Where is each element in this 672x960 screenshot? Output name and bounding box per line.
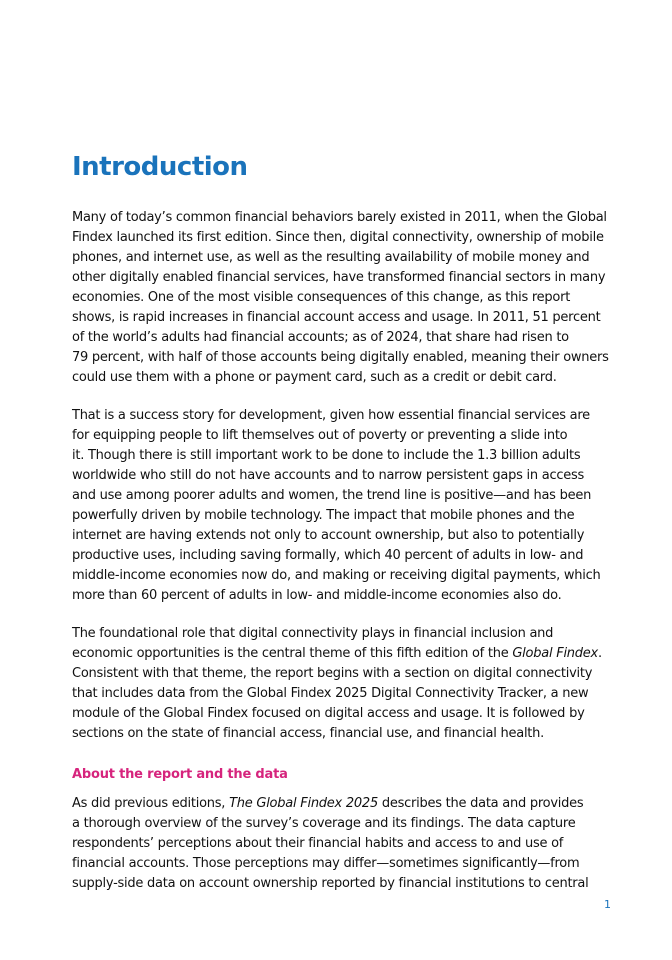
paragraph-line: The foundational role that digital connectivity plays in financial inclusion and [72,626,554,641]
publication-title: Global Findex [512,646,598,661]
line-text: As did previous editions, [72,796,230,811]
paragraph-line: that includes data from the Global Findex 2025 Digital Connectivity Tracker, a new [72,686,589,701]
intro-paragraph-1 [72,208,609,388]
line-text: . [597,646,602,661]
line-text: economic opportunities is the central theme of this fifth edition of the [72,646,513,661]
page-number: 1 [604,898,611,911]
paragraph-line: more than 60 percent of adults in low- and middle-income economies also do. [72,588,562,603]
paragraph-line: other digitally enabled financial services, have transformed financial sectors in many [72,270,606,285]
paragraph-line: sections on the state of financial access, financial use, and financial health. [72,726,545,741]
page-title: Introduction [72,152,248,182]
paragraph-line: Consistent with that theme, the report begins with a section on digital connectivity [72,666,593,681]
paragraph-line: supply-side data on account ownership reported by financial institutions to central [72,876,589,891]
paragraph-line: economies. One of the most visible consequences of this change, as this report [72,290,571,305]
paragraph-line: phones, and internet use, as well as the resulting availability of mobile money and [72,250,590,265]
paragraph-line [72,644,600,664]
paragraph-line: module of the Global Findex focused on digital access and usage. It is followed by [72,706,585,721]
line-text: describes the data and provides [377,796,584,811]
paragraph-line: and use among poorer adults and women, the trend line is positive—and has been [72,488,592,503]
section-heading-about-report: About the report and the data [72,767,288,782]
paragraph-line: internet are having extends not only to account ownership, but also to potentially [72,528,585,543]
paragraph-line: 79 percent, with half of those accounts being digitally enabled, meaning their owners [72,350,609,365]
paragraph-line: a thorough overview of the survey’s coverage and its findings. The data capture [72,816,576,831]
paragraph-line: powerfully driven by mobile technology. The impact that mobile phones and the [72,508,575,523]
paragraph-line: Findex launched its first edition. Since then, digital connectivity, ownership of mobile [72,230,604,245]
paragraph-line: for equipping people to lift themselves out of poverty or preventing a slide into [72,428,568,443]
paragraph-line: of the world’s adults had financial accounts; as of 2024, that share had risen to [72,330,569,345]
paragraph-line: it. Though there is still important work to be done to include the 1.3 billion adults [72,448,581,463]
paragraph-line: could use them with a phone or payment card, such as a credit or debit card. [72,370,557,385]
paragraph-line: worldwide who still do not have accounts and to narrow persistent gaps in access [72,468,585,483]
paragraph-line: financial accounts. Those perceptions may differ—sometimes significantly—from [72,856,580,871]
intro-paragraph-2 [72,406,600,606]
paragraph-line [72,794,600,814]
paragraph-line: Many of today’s common financial behaviors barely existed in 2011, when the Global [72,210,607,225]
paragraph-line: productive uses, including saving formally, which 40 percent of adults in low- and [72,548,584,563]
publication-title: The Global Findex 2025 [229,796,378,811]
paragraph-line: respondents’ perceptions about their financial habits and access to and use of [72,836,564,851]
intro-paragraph-3 [72,624,600,744]
paragraph-line: That is a success story for development, given how essential financial services are [72,408,590,423]
paragraph-line: middle-income economies now do, and making or receiving digital payments, which [72,568,601,583]
paragraph-line: shows, is rapid increases in financial account access and usage. In 2011, 51 percent [72,310,601,325]
about-paragraph [72,794,600,894]
